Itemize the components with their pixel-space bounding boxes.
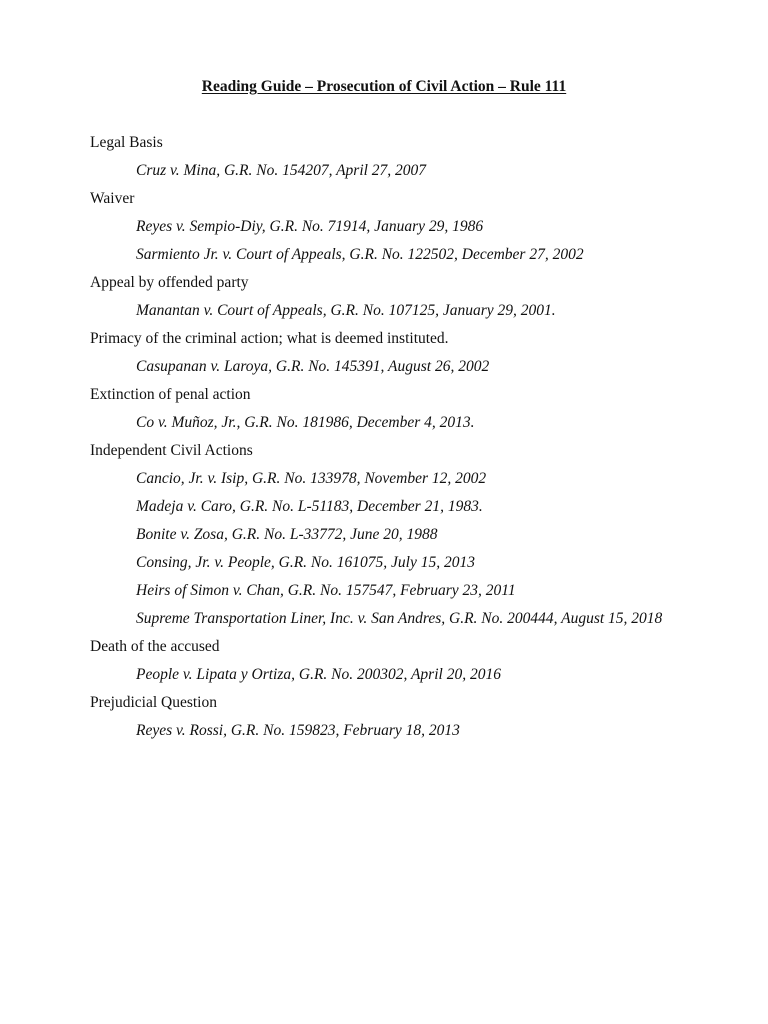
case-citation: Reyes v. Sempio-Diy, G.R. No. 71914, January 29, 1986 — [136, 218, 484, 235]
section-heading: Extinction of penal action — [90, 386, 251, 403]
case-citation: Bonite v. Zosa, G.R. No. L-33772, June 20, 1988 — [136, 526, 438, 543]
section-heading: Legal Basis — [90, 134, 163, 151]
case-citation: Supreme Transportation Liner, Inc. v. San Andres, G.R. No. 200444, August 15, 2018 — [136, 610, 663, 627]
case-citation: Casupanan v. Laroya, G.R. No. 145391, August 26, 2002 — [136, 358, 490, 375]
section-legal-basis — [90, 133, 690, 180]
section-heading: Waiver — [90, 190, 135, 207]
section-heading: Appeal by offended party — [90, 274, 249, 291]
section-waiver — [90, 189, 690, 264]
case-citation: Cancio, Jr. v. Isip, G.R. No. 133978, November 12, 2002 — [136, 470, 487, 487]
section-extinction-of-penal-action — [90, 385, 690, 432]
case-citation: People v. Lipata y Ortiza, G.R. No. 200302, April 20, 2016 — [136, 666, 501, 683]
section-appeal-by-offended-party — [90, 273, 690, 320]
case-citation: Consing, Jr. v. People, G.R. No. 161075, July 15, 2013 — [136, 554, 475, 571]
reading-guide-outline — [90, 133, 690, 749]
case-citation: Heirs of Simon v. Chan, G.R. No. 157547, February 23, 2011 — [136, 582, 516, 599]
section-heading: Death of the accused — [90, 638, 220, 655]
section-prejudicial-question — [90, 693, 690, 740]
section-heading: Independent Civil Actions — [90, 442, 253, 459]
case-citation: Sarmiento Jr. v. Court of Appeals, G.R. No. 122502, December 27, 2002 — [136, 246, 584, 263]
case-citation: Cruz v. Mina, G.R. No. 154207, April 27, 2007 — [136, 162, 427, 179]
case-citation: Co v. Muñoz, Jr., G.R. No. 181986, December 4, 2013. — [136, 414, 475, 431]
section-death-of-the-accused — [90, 637, 690, 684]
case-citation: Reyes v. Rossi, G.R. No. 159823, February 18, 2013 — [136, 722, 460, 739]
section-independent-civil-actions — [90, 441, 690, 628]
section-primacy-of-criminal-action — [90, 329, 690, 376]
page-title: Reading Guide – Prosecution of Civil Action – Rule 111 — [201, 78, 567, 95]
section-heading: Primacy of the criminal action; what is deemed instituted. — [90, 330, 449, 347]
case-citation: Madeja v. Caro, G.R. No. L-51183, December 21, 1983. — [136, 498, 483, 515]
section-heading: Prejudicial Question — [90, 694, 217, 711]
case-citation: Manantan v. Court of Appeals, G.R. No. 107125, January 29, 2001. — [136, 302, 556, 319]
